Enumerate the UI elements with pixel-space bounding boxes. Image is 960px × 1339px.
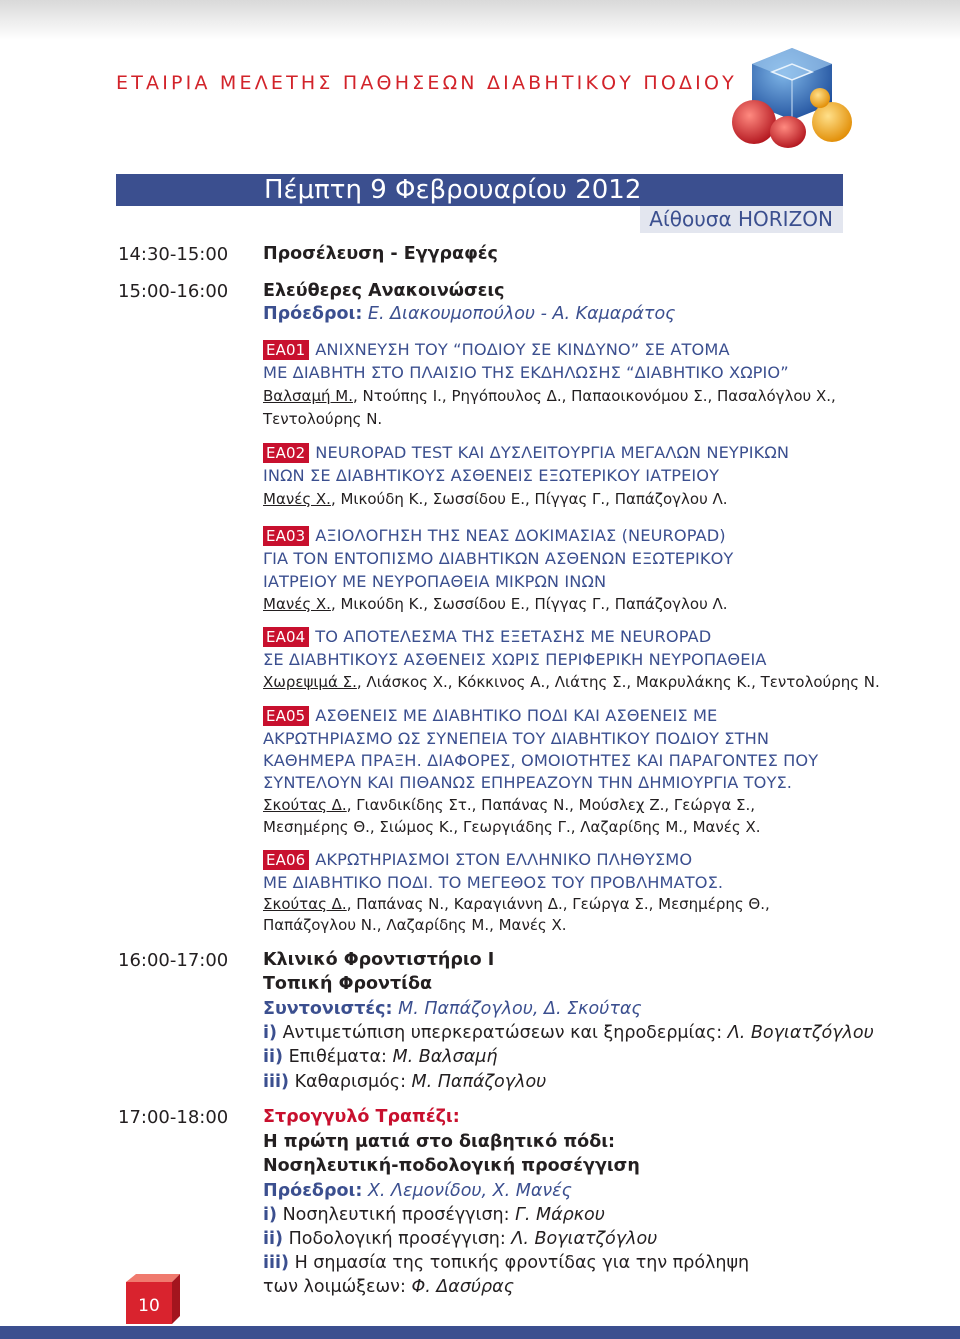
session-subtitle: Η πρώτη ματιά στο διαβητικό πόδι: (263, 1132, 616, 1152)
session-chairs (263, 304, 675, 324)
abstract-code: ΕΑ06 (263, 850, 309, 870)
abstract-title-line: ΓΙΑ ΤΟΝ ΕΝΤΟΠΙΣΜΟ ΔΙΑΒΗΤΙΚΩΝ ΑΣΘΕΝΩΝ ΕΞΩΤΕΡΙΚΟΥ (263, 549, 734, 568)
abstract-authors: Μεσημέρης Θ., Σιώμος Κ., Γεωργιάδης Γ., Λαζαρίδης Μ., Μανές Χ. (263, 818, 761, 836)
date-banner (116, 174, 843, 206)
abstract-title-line: ΜΕ ΔΙΑΒΗΤΗ ΣΤΟ ΠΛΑΙΣΙΟ ΤΗΣ ΕΚΔΗΛΩΣΗΣ “ΔΙΑΒΗΤΙΚΟ ΧΩΡΙΟ” (263, 363, 789, 382)
abstract-authors: Παπάζογλου Ν., Λαζαρίδης Μ., Μανές Χ. (263, 916, 567, 934)
abstract-title-line: ΕΑ04 ΤΟ ΑΠΟΤΕΛΕΣΜΑ ΤΗΣ ΕΞΕΤΑΣΗΣ ΜΕ NEUROPAD (263, 627, 711, 647)
first-author: Βαλσαμή Μ. (263, 387, 353, 405)
room-name: Αίθουσα HORIZON (649, 207, 833, 231)
abstract-code: ΕΑ04 (263, 627, 309, 647)
abstract-authors: Βαλσαμή Μ., Ντούπης Ι., Ρηγόπουλος Δ., Παπαοικονόμου Σ., Πασαλόγλου Χ., (263, 387, 836, 405)
abstract-authors: Χωρεψιμά Σ., Λιάσκος Χ., Κόκκινος Α., Λιάτης Σ., Μακρυλάκης Κ., Τεντολούρης Ν. (263, 673, 880, 691)
session-title: Στρογγυλό Τραπέζι: (263, 1107, 460, 1127)
session-subtitle: Νοσηλευτική-ποδολογική προσέγγιση (263, 1156, 640, 1176)
coordinators-label: Συντονιστές: (263, 999, 393, 1019)
first-author: Χωρεψιμά Σ. (263, 673, 357, 691)
abstract-code: ΕΑ02 (263, 443, 309, 463)
session-time: 15:00-16:00 (118, 281, 229, 302)
abstract-authors: Σκούτας Δ., Παπάνας Ν., Καραγιάννη Δ., Γεώργα Σ., Μεσημέρης Θ., (263, 895, 770, 913)
lecture-item-continued: των λοιμώξεων: Φ. Δασύρας (263, 1277, 514, 1297)
abstract-authors: Μανές Χ., Μικούδη Κ., Σωσσίδου Ε., Πίγγας Γ., Παπάζογλου Λ. (263, 595, 728, 613)
lecture-item: ii) Επιθέματα: Μ. Βαλσαμή (263, 1047, 498, 1067)
abstract-title-line: ΑΚΡΩΤΗΡΙΑΣΜΟ ΩΣ ΣΥΝΕΠΕΙΑ ΤΟΥ ΔΙΑΒΗΤΙΚΟΥ ΠΟΔΙΟΥ ΣΤΗΝ (263, 729, 770, 748)
session-title: Προσέλευση - Εγγραφές (263, 244, 498, 264)
abstract-code: ΕΑ05 (263, 706, 309, 726)
first-author: Σκούτας Δ. (263, 895, 347, 913)
chairs-label: Πρόεδροι: (263, 304, 363, 324)
page-number: 10 (138, 1296, 160, 1316)
first-author: Μανές Χ. (263, 490, 331, 508)
first-author: Μανές Χ. (263, 595, 331, 613)
chairs-label: Πρόεδροι: (263, 1181, 363, 1201)
session-coordinators (263, 999, 642, 1019)
event-date: Πέμπτη 9 Φεβρουαρίου 2012 (264, 175, 642, 205)
room-banner (640, 206, 843, 233)
lecture-item: iii) Η σημασία της τοπικής φροντίδας για την πρόληψη (263, 1253, 750, 1273)
organization-title: ΕΤΑΙΡΙΑ ΜΕΛΕΤΗΣ ΠΑΘΗΣΕΩΝ ΔΙΑΒΗΤΙΚΟΥ ΠΟΔΙΟΥ (116, 72, 737, 94)
abstract-code: ΕΑ01 (263, 340, 309, 360)
abstract-title-line: ΣΕ ΔΙΑΒΗΤΙΚΟΥΣ ΑΣΘΕΝΕΙΣ ΧΩΡΙΣ ΠΕΡΙΦΕΡΙΚΗ ΝΕΥΡΟΠΑΘΕΙΑ (263, 650, 767, 669)
abstract-title-line: ΙΑΤΡΕΙΟΥ ΜΕ ΝΕΥΡΟΠΑΘΕΙΑ ΜΙΚΡΩΝ ΙΝΩΝ (263, 572, 607, 591)
abstract-title-line: ΕΑ03 ΑΞΙΟΛΟΓΗΣΗ ΤΗΣ ΝΕΑΣ ΔΟΚΙΜΑΣΙΑΣ (NEUROPAD) (263, 526, 726, 546)
abstract-title-line: ΕΑ01 ΑΝΙΧΝΕΥΣΗ ΤΟΥ “ΠΟΔΙΟΥ ΣΕ ΚΙΝΔΥΝΟ” ΣΕ ΑΤΟΜΑ (263, 340, 730, 360)
top-gradient (0, 0, 960, 40)
session-chairs (263, 1181, 572, 1201)
session-time: 16:00-17:00 (118, 950, 229, 971)
abstract-title-line: ΣΥΝΤΕΛΟΥΝ ΚΑΙ ΠΙΘΑΝΩΣ ΕΠΗΡΕΑΖΟΥΝ ΤΗΝ ΔΗΜΙΟΥΡΓΙΑ ΤΟΥΣ. (263, 773, 793, 792)
abstract-authors: Μανές Χ., Μικούδη Κ., Σωσσίδου Ε., Πίγγας Γ., Παπάζογλου Λ. (263, 490, 728, 508)
page-number-cube (118, 1270, 180, 1326)
abstract-title-line: ΙΝΩΝ ΣΕ ΔΙΑΒΗΤΙΚΟΥΣ ΑΣΘΕΝΕΙΣ ΕΞΩΤΕΡΙΚΟΥ ΙΑΤΡΕΙΟΥ (263, 466, 720, 485)
session-subtitle: Τοπική Φροντίδα (263, 974, 432, 994)
abstract-authors: Τεντολούρης Ν. (263, 410, 383, 428)
first-author: Σκούτας Δ. (263, 796, 347, 814)
lecture-item: ii) Ποδολογική προσέγγιση: Λ. Βογιατζόγλου (263, 1229, 658, 1249)
bottom-band (0, 1326, 960, 1339)
abstract-title-line: ΚΑΘΗΜΕΡΑ ΠΡΑΞΗ. ΔΙΑΦΟΡΕΣ, ΟΜΟΙΟΤΗΤΕΣ ΚΑΙ ΠΑΡΑΓΟΝΤΕΣ ΠΟΥ (263, 751, 819, 770)
abstract-code: ΕΑ03 (263, 526, 309, 546)
lecture-item: i) Νοσηλευτική προσέγγιση: Γ. Μάρκου (263, 1205, 605, 1225)
coordinators-names: Μ. Παπάζογλου, Δ. Σκούτας (398, 999, 642, 1019)
chairs-names: Χ. Λεμονίδου, Χ. Μανές (367, 1181, 572, 1201)
session-time: 14:30-15:00 (118, 244, 229, 265)
abstract-title-line: ΕΑ05 ΑΣΘΕΝΕΙΣ ΜΕ ΔΙΑΒΗΤΙΚΟ ΠΟΔΙ ΚΑΙ ΑΣΘΕΝΕΙΣ ΜΕ (263, 706, 717, 726)
lecture-item: iii) Καθαρισμός: Μ. Παπάζογλου (263, 1072, 547, 1092)
abstract-title-line: ΕΑ06 ΑΚΡΩΤΗΡΙΑΣΜΟΙ ΣΤΟΝ ΕΛΛΗΝΙΚΟ ΠΛΗΘΥΣΜΟ (263, 850, 692, 870)
lecture-item: i) Αντιμετώπιση υπερκερατώσεων και ξηροδερμίας: Λ. Βογιατζόγλου (263, 1023, 874, 1043)
session-title: Ελεύθερες Ανακοινώσεις (263, 281, 505, 301)
session-title: Κλινικό Φροντιστήριο Ι (263, 950, 495, 970)
abstract-title-line: ΕΑ02 NEUROPAD TEST ΚΑΙ ΔΥΣΛΕΙΤΟΥΡΓΙΑ ΜΕΓΑΛΩΝ ΝΕΥΡΙΚΩΝ (263, 443, 789, 463)
abstract-title-line: ΜΕ ΔΙΑΒΗΤΙΚΟ ΠΟΔΙ. ΤΟ ΜΕΓΕΘΟΣ ΤΟΥ ΠΡΟΒΛΗΜΑΤΟΣ. (263, 873, 724, 892)
abstract-authors: Σκούτας Δ., Γιανδικίδης Στ., Παπάνας Ν., Μούσλεχ Ζ., Γεώργα Σ., (263, 796, 756, 814)
chairs-names: Ε. Διακουμοπούλου - Α. Καμαράτος (367, 304, 676, 324)
cube-logo-icon (728, 42, 856, 152)
session-time: 17:00-18:00 (118, 1107, 229, 1128)
